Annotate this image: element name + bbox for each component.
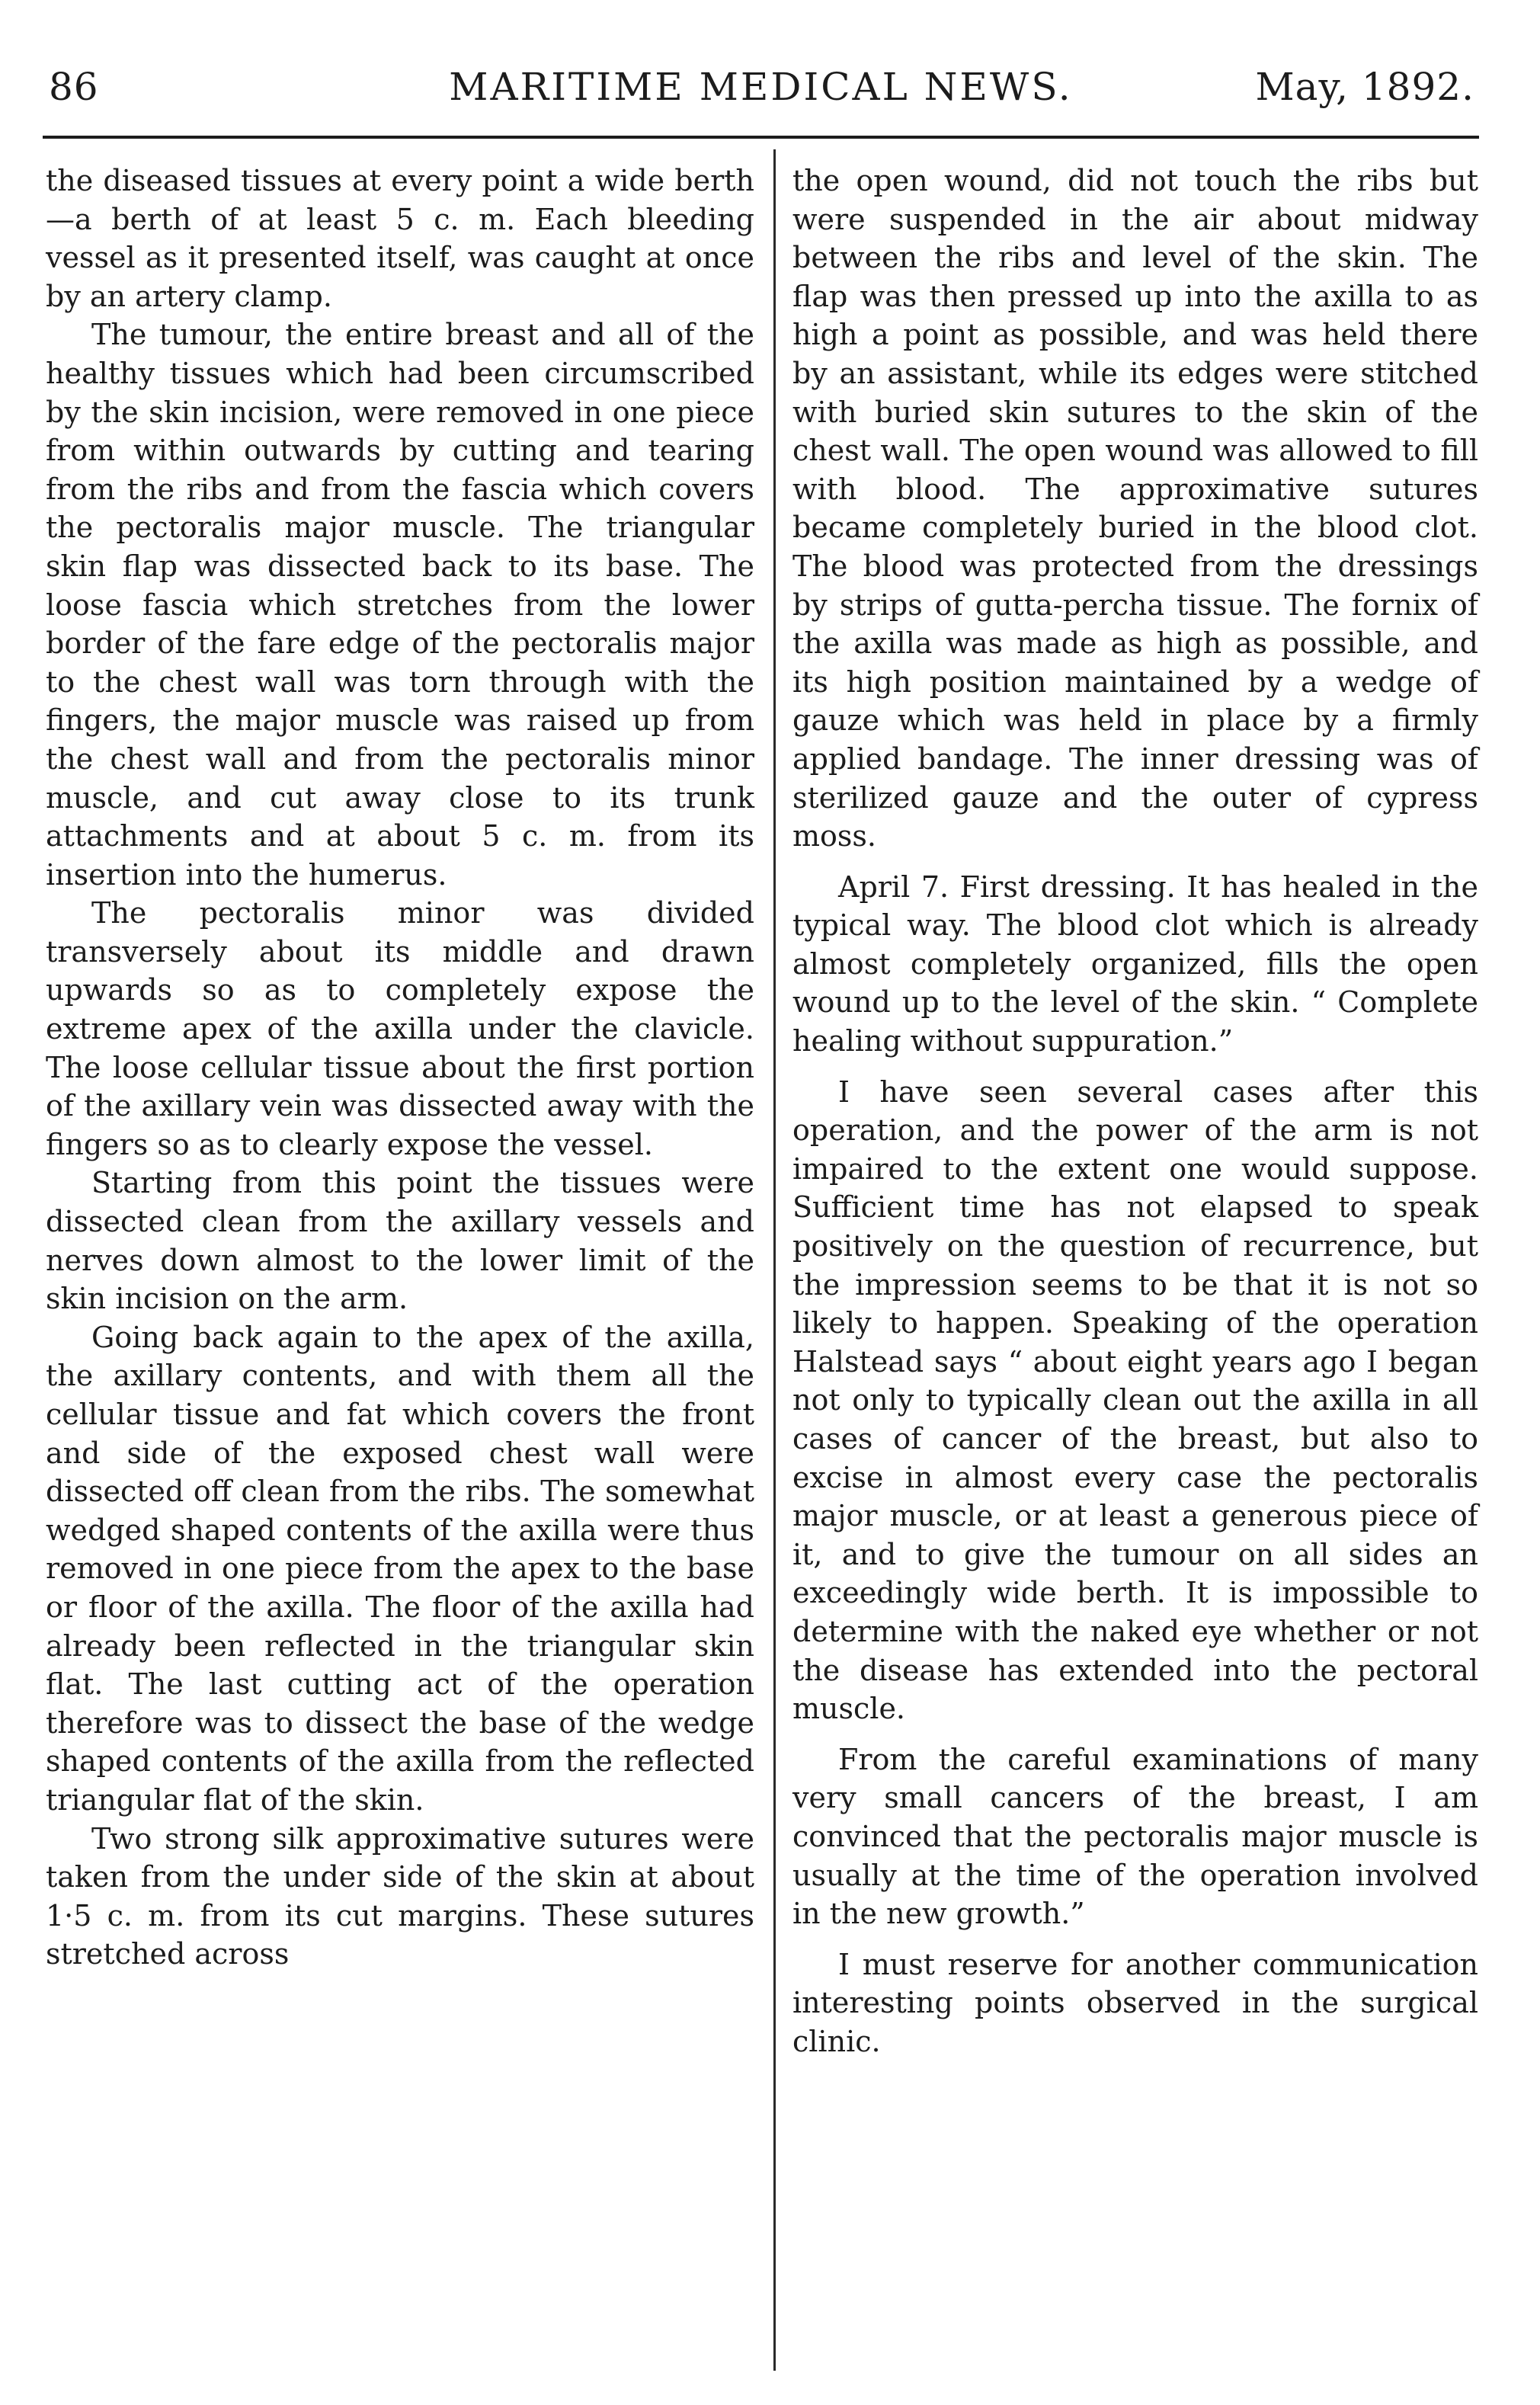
paragraph: the diseased tissues at every point a wide berth—a berth of at least 5 c. m. Each bleeding vessel as it presented itself, was caught at once by an artery clamp. [46, 164, 754, 313]
paragraph: Starting from this point the tissues were dissected clean from the axillary vessels and nerves down almost to the lower limit of the skin incision on the arm. [46, 1166, 754, 1316]
page-number: 86 [49, 65, 99, 109]
column-divider [773, 149, 776, 2371]
paragraph: The tumour, the entire breast and all of the healthy tissues which had been circumscribed by the skin incision, were removed in one piece from within outwards by cutting and tearing from the ribs and from the fascia which covers the pectoralis major muscle. The triangular skin flap was dissected back to its base. The loose fascia which stretches from the lower border of the fare edge of the pectoralis major to the chest wall was torn through with the fingers, the major muscle was raised up from the chest wall and from the pectoralis minor muscle, and cut away close to its trunk attachments and at about 5 c. m. from its insertion into the humerus. [46, 318, 754, 892]
paragraph: I must reserve for another communication interesting points observed in the surgical clinic. [792, 1947, 1478, 2058]
journal-title: MARITIME MEDICAL NEWS. [449, 65, 1073, 109]
paragraph: The pectoralis minor was divided transversely about its middle and drawn upwards so as to completely expose the extreme apex of the axilla under the clavicle. The loose cellular tissue about the first portion of the axillary vein was dissected away with the fingers so as to clearly expose the vessel. [46, 896, 754, 1161]
paragraph: From the careful examinations of many very small cancers of the breast, I am convinced that the pectoralis major muscle is usually at the time of the operation involved in the new growth.” [792, 1742, 1478, 1931]
paragraph: I have seen several cases after this operation, and the power of the arm is not impaired to the extent one would suppose. Sufficient time has not elapsed to speak positively on the question of recurrence, but the impression seems to be that it is not so likely to happen. Speaking of the operation Halstead says “ about eight years ago I began not only to typically clean out the axilla in all cases of cancer of the breast, but also to excise in almost every case the pectoralis major muscle, or at least a generous piece of it, and to give the tumour on all sides an exceedingly wide berth. It is impossible to determine with the naked eye whether or not the disease has extended into the pectoral muscle. [792, 1074, 1478, 1726]
paragraph: April 7. First dressing. It has healed in the typical way. The blood clot which is already almost completely organized, fills the open wound up to the level of the skin. “ Complete healing without suppuration.” [792, 869, 1478, 1058]
running-header [43, 64, 1479, 110]
paragraph: the open wound, did not touch the ribs but were suspended in the air about midway between the ribs and level of the skin. The flap was then pressed up into the axilla to as high a point as possible, and was held there by an assistant, while its edges were stitched with buried skin sutures to the skin of the chest wall. The open wound was allowed to fill with blood. The approximative sutures became completely buried in the blood clot. The blood was protected from the dressings by strips of gutta-percha tissue. The fornix of the axilla was made as high as possible, and its high position maintained by a wedge of gauze which was held in place by a firmly applied bandage. The inner dressing was of sterilized gauze and the outer of cypress moss. [792, 164, 1478, 853]
issue-date: May, 1892. [1255, 65, 1474, 109]
header-rule [43, 136, 1479, 139]
left-column [46, 162, 754, 1974]
paragraph: Going back again to the apex of the axilla, the axillary contents, and with them all the cellular tissue and fat which covers the front and side of the exposed chest wall were dissected off clean from the ribs. The somewhat wedged shaped contents of the axilla were thus removed in one piece from the apex to the base or floor of the axilla. The floor of the axilla had already been reflected in the triangular skin flat. The last cutting act of the operation therefore was to dissect the base of the wedge shaped contents of the axilla from the reflected triangular flat of the skin. [46, 1320, 754, 1817]
paragraph: Two strong silk approximative sutures were taken from the under side of the skin at about 1·5 c. m. from its cut margins. These sutures stretched across [46, 1821, 754, 1971]
right-column [792, 162, 1478, 2061]
